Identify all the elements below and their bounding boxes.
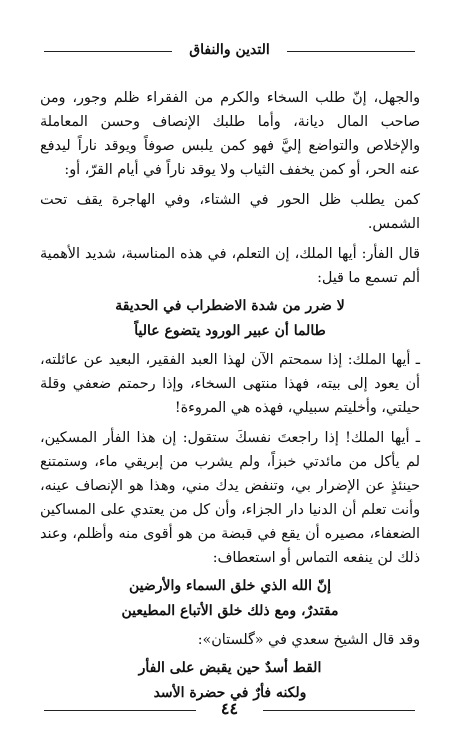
paragraph-saadi: وقد قال الشيخ سعدي في «گلستان»:	[197, 632, 420, 648]
page-body	[40, 86, 420, 710]
paragraph-intro: والجهل، إنّ طلب السخاء والكرم من الفقراء ظلم وجور، ومن صاحب المال ديانة، وأما طلبك الإنصاف وحسن المعاملة والإخلاص والتواضع إليَّ فهو كمن يلبس صوفاً ويوقد ناراً ليدفع عنه الحر، أو كمن يخفف الثياب ولا يوقد ناراً في أيام القرّ، أو:	[40, 90, 420, 178]
header-rule-left	[44, 51, 172, 52]
page-number: ٤٤	[220, 699, 239, 718]
footer-rule-left	[44, 710, 196, 711]
verse-line: القط أسدٌ حين يقبض على الفأر	[138, 660, 322, 676]
header-title: التدين والنفاق	[189, 42, 270, 58]
verse-line: إنّ الله الذي خلق السماء والأرضين	[128, 578, 331, 594]
page-footer	[44, 697, 415, 721]
verse-creation	[40, 574, 420, 624]
verse-garden	[40, 294, 420, 344]
header-rule-right	[287, 51, 415, 52]
paragraph-shade-saying: كمن يطلب ظل الحور في الشتاء، وفي الهاجرة يقف تحت الشمس.	[40, 192, 420, 232]
verse-line: لا ضرر من شدة الاضطراب في الحديقة	[115, 298, 345, 314]
paragraph-plea: ـ أيها الملك: إذا سمحتم الآن لهذا العبد الفقير، البعيد عن عائلته، أن يعود إلى بيته، فهذا منتهى السخاء، وإذا رحمتم ضعفي وقلة حيلتي، وأخليتم سبيلي، فهذه هي المروءة!	[40, 352, 420, 416]
running-header	[44, 38, 415, 62]
paragraph-mouse-speaks: قال الفأر: أيها الملك، إن التعلم، في هذه المناسبة، شديد الأهمية ألم تسمع ما قيل:	[40, 246, 420, 286]
verse-line: ولكنه فأرٌ في حضرة الأسد	[153, 685, 307, 701]
verse-line: طالما أن عبير الورود يتضوع عالياً	[134, 323, 326, 339]
verse-line: مقتدرٌ، ومع ذلك خلق الأتباع المطيعين	[121, 603, 339, 619]
footer-rule-right	[263, 710, 415, 711]
paragraph-justice: ـ أيها الملك! إذا راجعتَ نفسكَ ستقول: إن هذا الفأر المسكين، لم يأكل من مائدتي خبزاً، ولم يشرب من إبريقي ماء، وستمتنع حينئذٍ عن الإضرار بي، وتنفض يدك مني، وهذا هو الإنصاف عينه، وأنت تعلم أن الدنيا دار الجزاء، وأن كل من يعتدي على المساكين الضعفاء، مصيره أن يقع في قبضة من هو أقوى منه وأظلم، وعند ذلك لن ينفعه التماس أو استعطاف:	[40, 430, 420, 566]
